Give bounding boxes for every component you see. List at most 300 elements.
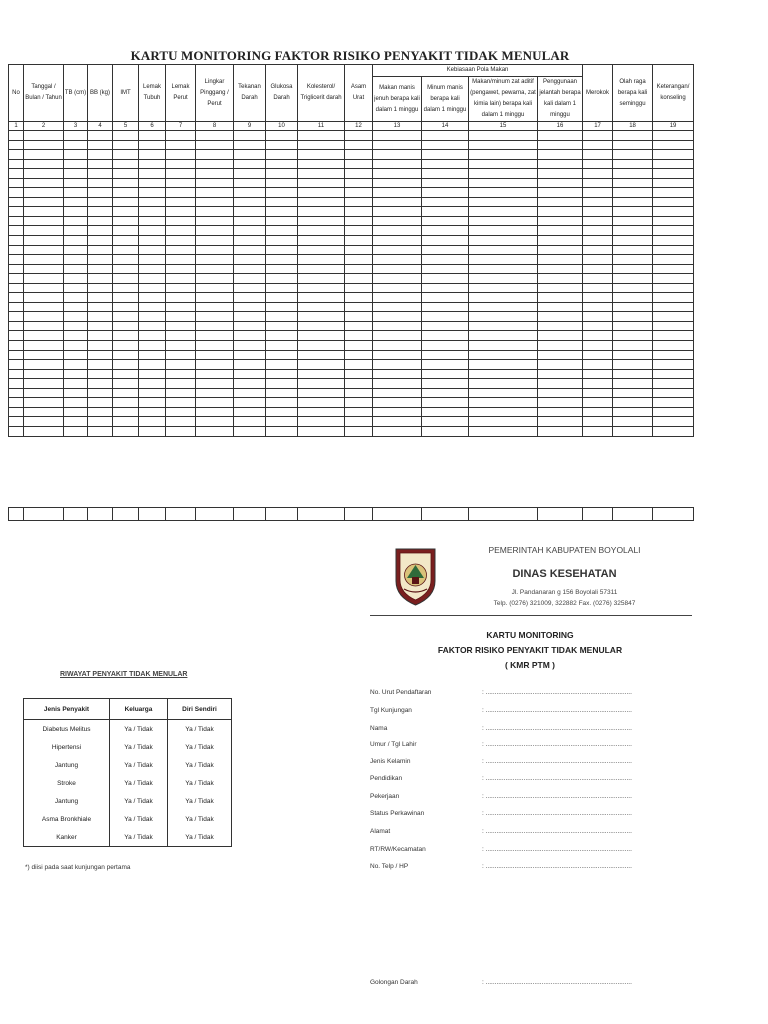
table-cell[interactable] <box>196 226 234 236</box>
table-cell[interactable] <box>583 388 613 398</box>
table-cell[interactable] <box>266 274 298 284</box>
table-cell[interactable] <box>583 169 613 179</box>
table-cell[interactable] <box>538 197 583 207</box>
table-cell[interactable] <box>9 159 24 169</box>
table-cell[interactable] <box>613 341 653 351</box>
table-cell[interactable] <box>266 188 298 198</box>
table-cell[interactable] <box>613 140 653 150</box>
table-cell[interactable] <box>345 207 373 217</box>
field-no-urut[interactable] <box>370 689 690 699</box>
table-cell[interactable] <box>196 360 234 370</box>
table-cell[interactable] <box>139 398 166 408</box>
table-cell[interactable] <box>345 274 373 284</box>
table-cell[interactable] <box>538 426 583 436</box>
table-cell[interactable] <box>583 350 613 360</box>
table-cell[interactable] <box>583 245 613 255</box>
table-cell[interactable] <box>613 369 653 379</box>
table-cell[interactable] <box>583 150 613 160</box>
table-cell[interactable] <box>583 283 613 293</box>
table-cell[interactable] <box>234 321 266 331</box>
table-cell[interactable] <box>469 407 538 417</box>
table-cell[interactable] <box>9 264 24 274</box>
table-cell[interactable] <box>9 369 24 379</box>
table-cell[interactable] <box>166 293 196 303</box>
table-cell[interactable] <box>196 417 234 427</box>
table-cell[interactable] <box>422 417 469 427</box>
table-cell[interactable] <box>613 197 653 207</box>
table-cell[interactable] <box>234 283 266 293</box>
table-cell[interactable] <box>234 131 266 141</box>
self-answer[interactable]: Ya / Tidak <box>168 738 232 756</box>
table-cell[interactable] <box>583 360 613 370</box>
table-cell[interactable] <box>422 283 469 293</box>
table-cell[interactable] <box>88 369 113 379</box>
table-cell[interactable] <box>583 159 613 169</box>
table-cell[interactable] <box>613 131 653 141</box>
table-cell[interactable] <box>234 207 266 217</box>
table-cell[interactable] <box>613 245 653 255</box>
table-cell[interactable] <box>64 369 88 379</box>
table-cell[interactable] <box>9 417 24 427</box>
table-cell[interactable] <box>166 169 196 179</box>
table-cell[interactable] <box>266 216 298 226</box>
table-cell[interactable] <box>266 169 298 179</box>
table-cell[interactable] <box>613 188 653 198</box>
table-cell[interactable] <box>113 188 139 198</box>
table-cell[interactable] <box>613 426 653 436</box>
table-cell[interactable] <box>113 417 139 427</box>
table-cell[interactable] <box>538 150 583 160</box>
table-cell[interactable] <box>166 341 196 351</box>
table-cell[interactable] <box>234 302 266 312</box>
table-cell[interactable] <box>538 331 583 341</box>
table-cell[interactable] <box>64 150 88 160</box>
table-cell[interactable] <box>583 407 613 417</box>
table-cell[interactable] <box>345 350 373 360</box>
table-cell[interactable] <box>234 379 266 389</box>
table-cell[interactable] <box>583 321 613 331</box>
table-cell[interactable] <box>64 274 88 284</box>
table-cell[interactable] <box>373 226 422 236</box>
table-cell[interactable] <box>298 159 345 169</box>
table-cell[interactable] <box>234 331 266 341</box>
table-cell[interactable] <box>139 293 166 303</box>
table-cell[interactable] <box>469 312 538 322</box>
table-cell[interactable] <box>113 283 139 293</box>
table-cell[interactable] <box>196 379 234 389</box>
table-cell[interactable] <box>653 216 694 226</box>
table-cell[interactable] <box>613 331 653 341</box>
table-cell[interactable] <box>345 293 373 303</box>
table-cell[interactable] <box>538 216 583 226</box>
table-cell[interactable] <box>113 341 139 351</box>
field-telp[interactable] <box>370 863 690 873</box>
self-answer[interactable]: Ya / Tidak <box>168 828 232 847</box>
table-cell[interactable] <box>196 140 234 150</box>
field-pekerjaan[interactable] <box>370 793 690 803</box>
table-cell[interactable] <box>653 283 694 293</box>
table-cell[interactable] <box>345 255 373 265</box>
table-cell[interactable] <box>298 508 345 521</box>
table-cell[interactable] <box>166 131 196 141</box>
table-cell[interactable] <box>613 321 653 331</box>
table-cell[interactable] <box>538 169 583 179</box>
table-cell[interactable] <box>469 283 538 293</box>
table-cell[interactable] <box>196 178 234 188</box>
table-cell[interactable] <box>538 283 583 293</box>
table-cell[interactable] <box>298 283 345 293</box>
table-cell[interactable] <box>24 131 64 141</box>
table-cell[interactable] <box>88 283 113 293</box>
table-cell[interactable] <box>422 131 469 141</box>
table-cell[interactable] <box>538 255 583 265</box>
table-cell[interactable] <box>373 341 422 351</box>
self-answer[interactable]: Ya / Tidak <box>168 810 232 828</box>
table-cell[interactable] <box>113 169 139 179</box>
table-cell[interactable] <box>9 341 24 351</box>
table-cell[interactable] <box>613 283 653 293</box>
table-cell[interactable] <box>24 274 64 284</box>
table-cell[interactable] <box>266 369 298 379</box>
table-cell[interactable] <box>653 169 694 179</box>
table-cell[interactable] <box>298 426 345 436</box>
table-cell[interactable] <box>266 255 298 265</box>
table-cell[interactable] <box>298 321 345 331</box>
field-pendidikan[interactable] <box>370 775 690 785</box>
table-cell[interactable] <box>653 350 694 360</box>
table-cell[interactable] <box>422 388 469 398</box>
table-cell[interactable] <box>166 197 196 207</box>
table-cell[interactable] <box>196 293 234 303</box>
table-cell[interactable] <box>653 360 694 370</box>
table-cell[interactable] <box>196 369 234 379</box>
table-cell[interactable] <box>298 150 345 160</box>
table-cell[interactable] <box>196 283 234 293</box>
table-cell[interactable] <box>469 417 538 427</box>
table-cell[interactable] <box>139 197 166 207</box>
table-cell[interactable] <box>88 131 113 141</box>
table-cell[interactable] <box>469 379 538 389</box>
table-cell[interactable] <box>538 226 583 236</box>
table-cell[interactable] <box>196 150 234 160</box>
table-cell[interactable] <box>113 321 139 331</box>
table-cell[interactable] <box>24 255 64 265</box>
table-cell[interactable] <box>24 236 64 246</box>
table-cell[interactable] <box>88 312 113 322</box>
table-cell[interactable] <box>113 226 139 236</box>
table-cell[interactable] <box>166 331 196 341</box>
table-cell[interactable] <box>422 188 469 198</box>
table-cell[interactable] <box>583 312 613 322</box>
table-cell[interactable] <box>373 140 422 150</box>
table-cell[interactable] <box>345 302 373 312</box>
table-cell[interactable] <box>538 398 583 408</box>
table-cell[interactable] <box>64 197 88 207</box>
table-cell[interactable] <box>166 264 196 274</box>
table-cell[interactable] <box>653 140 694 150</box>
table-cell[interactable] <box>583 341 613 351</box>
table-cell[interactable] <box>373 302 422 312</box>
table-cell[interactable] <box>266 178 298 188</box>
table-cell[interactable] <box>64 508 88 521</box>
table-cell[interactable] <box>64 312 88 322</box>
table-cell[interactable] <box>469 207 538 217</box>
self-answer[interactable]: Ya / Tidak <box>168 774 232 792</box>
table-cell[interactable] <box>538 207 583 217</box>
table-cell[interactable] <box>373 169 422 179</box>
table-cell[interactable] <box>653 150 694 160</box>
table-cell[interactable] <box>298 131 345 141</box>
table-cell[interactable] <box>24 150 64 160</box>
table-cell[interactable] <box>653 274 694 284</box>
table-cell[interactable] <box>9 302 24 312</box>
table-cell[interactable] <box>9 312 24 322</box>
table-cell[interactable] <box>196 159 234 169</box>
table-cell[interactable] <box>469 140 538 150</box>
table-cell[interactable] <box>166 207 196 217</box>
table-cell[interactable] <box>345 283 373 293</box>
table-cell[interactable] <box>234 169 266 179</box>
table-cell[interactable] <box>422 197 469 207</box>
table-cell[interactable] <box>613 178 653 188</box>
table-cell[interactable] <box>373 407 422 417</box>
table-cell[interactable] <box>24 169 64 179</box>
table-cell[interactable] <box>298 216 345 226</box>
table-cell[interactable] <box>234 369 266 379</box>
table-cell[interactable] <box>64 169 88 179</box>
table-cell[interactable] <box>613 255 653 265</box>
table-cell[interactable] <box>234 245 266 255</box>
table-cell[interactable] <box>64 245 88 255</box>
table-cell[interactable] <box>113 274 139 284</box>
table-cell[interactable] <box>64 379 88 389</box>
table-cell[interactable] <box>196 188 234 198</box>
table-cell[interactable] <box>298 236 345 246</box>
table-cell[interactable] <box>266 159 298 169</box>
table-cell[interactable] <box>234 159 266 169</box>
table-cell[interactable] <box>469 331 538 341</box>
table-cell[interactable] <box>653 236 694 246</box>
table-cell[interactable] <box>166 178 196 188</box>
table-cell[interactable] <box>113 350 139 360</box>
table-cell[interactable] <box>422 140 469 150</box>
table-cell[interactable] <box>298 341 345 351</box>
table-cell[interactable] <box>88 169 113 179</box>
table-cell[interactable] <box>469 426 538 436</box>
table-cell[interactable] <box>64 426 88 436</box>
table-cell[interactable] <box>88 293 113 303</box>
table-cell[interactable] <box>24 264 64 274</box>
table-cell[interactable] <box>9 379 24 389</box>
table-cell[interactable] <box>469 169 538 179</box>
table-cell[interactable] <box>469 159 538 169</box>
table-cell[interactable] <box>469 255 538 265</box>
table-cell[interactable] <box>583 131 613 141</box>
table-cell[interactable] <box>469 245 538 255</box>
table-cell[interactable] <box>139 388 166 398</box>
table-cell[interactable] <box>373 369 422 379</box>
table-cell[interactable] <box>373 417 422 427</box>
table-cell[interactable] <box>653 426 694 436</box>
table-cell[interactable] <box>373 188 422 198</box>
table-cell[interactable] <box>298 255 345 265</box>
table-cell[interactable] <box>345 226 373 236</box>
table-cell[interactable] <box>139 255 166 265</box>
table-cell[interactable] <box>24 302 64 312</box>
table-cell[interactable] <box>653 331 694 341</box>
table-cell[interactable] <box>88 398 113 408</box>
table-cell[interactable] <box>196 302 234 312</box>
table-cell[interactable] <box>345 159 373 169</box>
table-cell[interactable] <box>422 207 469 217</box>
table-cell[interactable] <box>166 140 196 150</box>
table-cell[interactable] <box>613 274 653 284</box>
table-cell[interactable] <box>422 369 469 379</box>
table-cell[interactable] <box>469 216 538 226</box>
table-cell[interactable] <box>653 131 694 141</box>
table-cell[interactable] <box>166 407 196 417</box>
table-cell[interactable] <box>653 417 694 427</box>
table-cell[interactable] <box>139 360 166 370</box>
table-cell[interactable] <box>538 350 583 360</box>
table-cell[interactable] <box>583 293 613 303</box>
field-jenis-kelamin[interactable] <box>370 758 690 768</box>
table-cell[interactable] <box>653 197 694 207</box>
table-cell[interactable] <box>469 131 538 141</box>
table-cell[interactable] <box>345 131 373 141</box>
table-cell[interactable] <box>234 388 266 398</box>
table-cell[interactable] <box>653 159 694 169</box>
table-cell[interactable] <box>345 426 373 436</box>
table-cell[interactable] <box>538 341 583 351</box>
table-cell[interactable] <box>196 264 234 274</box>
table-cell[interactable] <box>234 150 266 160</box>
table-cell[interactable] <box>196 245 234 255</box>
table-cell[interactable] <box>422 150 469 160</box>
table-cell[interactable] <box>469 341 538 351</box>
table-cell[interactable] <box>234 140 266 150</box>
table-cell[interactable] <box>234 255 266 265</box>
table-cell[interactable] <box>139 274 166 284</box>
table-cell[interactable] <box>583 236 613 246</box>
table-cell[interactable] <box>24 226 64 236</box>
table-cell[interactable] <box>88 508 113 521</box>
table-cell[interactable] <box>113 407 139 417</box>
table-cell[interactable] <box>234 426 266 436</box>
table-cell[interactable] <box>422 379 469 389</box>
table-cell[interactable] <box>538 178 583 188</box>
table-cell[interactable] <box>139 264 166 274</box>
table-cell[interactable] <box>298 140 345 150</box>
table-cell[interactable] <box>613 264 653 274</box>
table-cell[interactable] <box>298 197 345 207</box>
table-cell[interactable] <box>653 188 694 198</box>
table-cell[interactable] <box>9 216 24 226</box>
table-cell[interactable] <box>266 341 298 351</box>
table-cell[interactable] <box>88 188 113 198</box>
table-cell[interactable] <box>469 150 538 160</box>
table-cell[interactable] <box>88 245 113 255</box>
table-cell[interactable] <box>113 398 139 408</box>
table-cell[interactable] <box>88 159 113 169</box>
table-cell[interactable] <box>298 226 345 236</box>
table-cell[interactable] <box>24 188 64 198</box>
table-cell[interactable] <box>234 216 266 226</box>
table-cell[interactable] <box>298 407 345 417</box>
table-cell[interactable] <box>9 169 24 179</box>
table-cell[interactable] <box>196 321 234 331</box>
table-cell[interactable] <box>345 341 373 351</box>
table-cell[interactable] <box>266 321 298 331</box>
table-cell[interactable] <box>266 264 298 274</box>
table-cell[interactable] <box>64 407 88 417</box>
table-cell[interactable] <box>196 388 234 398</box>
table-cell[interactable] <box>469 264 538 274</box>
table-cell[interactable] <box>266 388 298 398</box>
table-cell[interactable] <box>196 341 234 351</box>
table-cell[interactable] <box>88 264 113 274</box>
table-cell[interactable] <box>64 388 88 398</box>
table-cell[interactable] <box>139 236 166 246</box>
table-cell[interactable] <box>88 321 113 331</box>
table-cell[interactable] <box>653 321 694 331</box>
table-cell[interactable] <box>166 188 196 198</box>
table-cell[interactable] <box>9 398 24 408</box>
table-cell[interactable] <box>64 283 88 293</box>
table-cell[interactable] <box>345 508 373 521</box>
table-cell[interactable] <box>469 236 538 246</box>
table-cell[interactable] <box>88 302 113 312</box>
table-cell[interactable] <box>24 407 64 417</box>
table-cell[interactable] <box>422 245 469 255</box>
table-cell[interactable] <box>234 350 266 360</box>
table-cell[interactable] <box>9 426 24 436</box>
table-cell[interactable] <box>166 321 196 331</box>
table-cell[interactable] <box>345 188 373 198</box>
table-cell[interactable] <box>469 226 538 236</box>
family-answer[interactable]: Ya / Tidak <box>110 810 168 828</box>
table-cell[interactable] <box>538 417 583 427</box>
table-cell[interactable] <box>583 302 613 312</box>
table-cell[interactable] <box>373 150 422 160</box>
table-cell[interactable] <box>166 302 196 312</box>
table-cell[interactable] <box>373 508 422 521</box>
self-answer[interactable]: Ya / Tidak <box>168 720 232 739</box>
table-cell[interactable] <box>166 236 196 246</box>
table-cell[interactable] <box>653 302 694 312</box>
field-alamat[interactable] <box>370 828 690 838</box>
table-cell[interactable] <box>538 379 583 389</box>
table-cell[interactable] <box>469 178 538 188</box>
table-cell[interactable] <box>422 255 469 265</box>
table-cell[interactable] <box>113 331 139 341</box>
table-cell[interactable] <box>373 379 422 389</box>
table-cell[interactable] <box>64 331 88 341</box>
table-cell[interactable] <box>9 178 24 188</box>
table-cell[interactable] <box>166 255 196 265</box>
table-cell[interactable] <box>469 398 538 408</box>
table-cell[interactable] <box>88 331 113 341</box>
table-cell[interactable] <box>373 321 422 331</box>
table-cell[interactable] <box>88 150 113 160</box>
table-cell[interactable] <box>266 417 298 427</box>
table-cell[interactable] <box>234 226 266 236</box>
table-cell[interactable] <box>196 398 234 408</box>
table-cell[interactable] <box>24 207 64 217</box>
table-cell[interactable] <box>538 245 583 255</box>
table-cell[interactable] <box>64 293 88 303</box>
table-cell[interactable] <box>422 178 469 188</box>
